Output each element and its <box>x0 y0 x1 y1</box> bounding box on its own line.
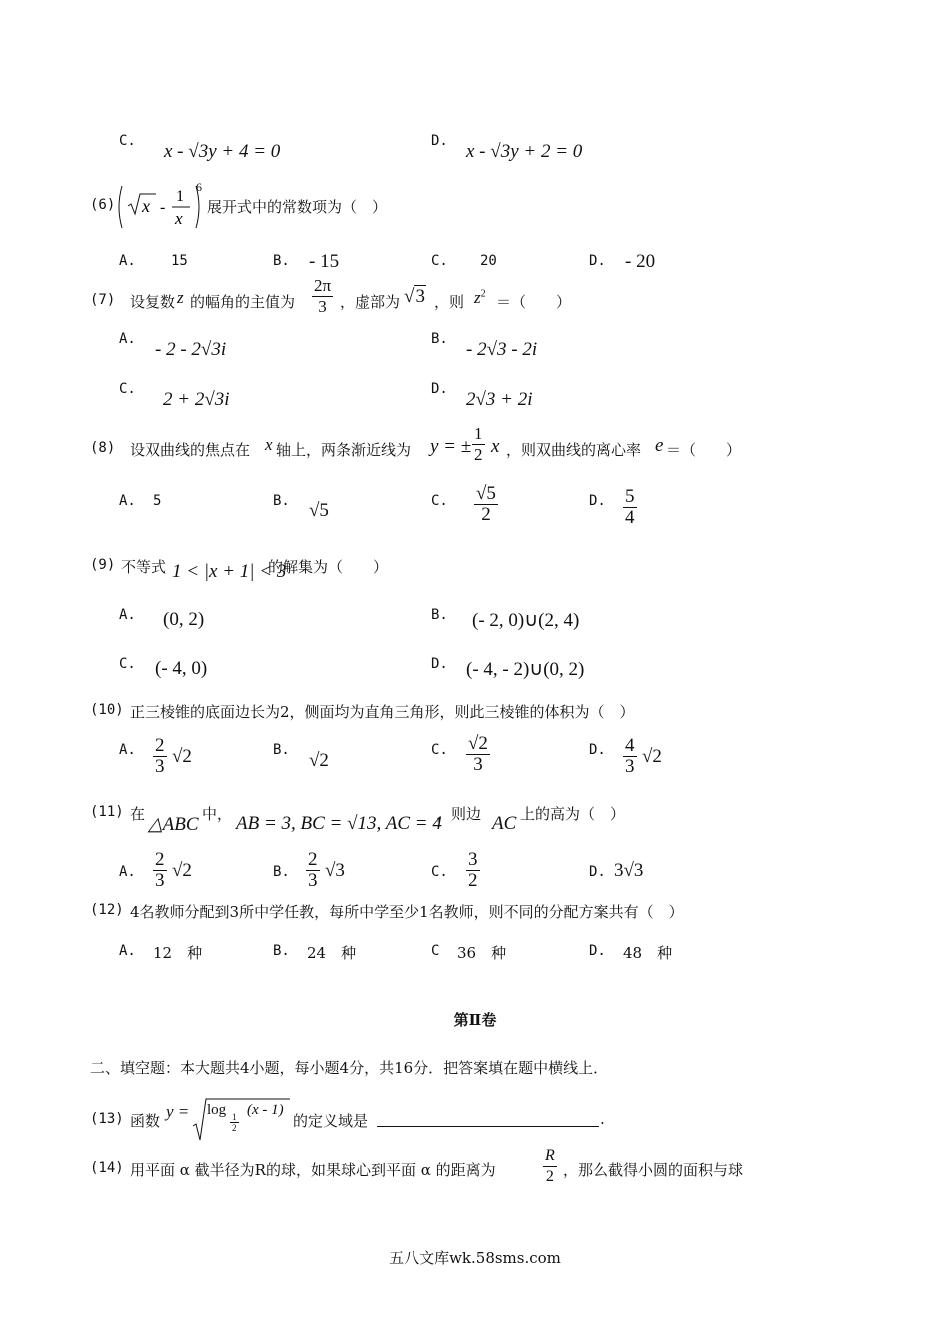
q10-option-a-frac <box>153 736 167 777</box>
q8-var-e: e <box>655 435 664 456</box>
q10-option-c <box>466 734 490 775</box>
q8-option-d <box>623 487 637 528</box>
q10-option-d-num: 4 <box>625 735 635 756</box>
q14-text-2: ，那么截得小圆的面积与球 <box>563 1161 744 1179</box>
q13-end: . <box>600 1110 605 1128</box>
q10-option-d-label: D. <box>589 742 606 758</box>
q14-fraction <box>543 1146 557 1187</box>
q9-text-2: 的解集为（ ） <box>268 558 389 576</box>
q7-sqrt3: √3 <box>404 286 425 307</box>
svg-text:1: 1 <box>176 188 184 205</box>
q11-option-a-num: 2 <box>155 849 165 870</box>
q6-option-d: - 20 <box>625 251 656 272</box>
q5-option-c-expr: x - √3y + 4 = 0 <box>164 141 281 162</box>
q8-asymptote-num: 1 <box>474 424 483 443</box>
q8-option-b: √5 <box>309 500 329 521</box>
q12-option-a: 12 种 <box>153 944 203 962</box>
q10-option-d-den: 3 <box>625 756 635 777</box>
q7-fraction-den: 3 <box>318 297 327 316</box>
q10-number: (10) <box>90 702 124 718</box>
q7-tail: ＝（ ） <box>496 293 572 311</box>
q11-ac: AC <box>492 813 517 834</box>
q11-option-a-frac <box>153 850 167 891</box>
q13-arg: (x - 1) <box>247 1102 284 1118</box>
q8-asymptote-fraction <box>472 424 485 465</box>
q13-answer-blank[interactable] <box>377 1110 599 1131</box>
q10-option-c-num: √2 <box>468 733 488 754</box>
q13-log: log <box>207 1102 227 1118</box>
q10-option-a-num: 2 <box>155 735 165 756</box>
q8-option-d-label: D. <box>589 493 606 509</box>
q7-option-b: - 2√3 - 2i <box>466 339 538 360</box>
q7-sqrt3-radicand: 3 <box>415 286 425 307</box>
q8-number: (8) <box>90 440 116 456</box>
q8-text-3: ，则双曲线的离心率 <box>506 441 642 459</box>
q8-option-c-label: C. <box>431 493 448 509</box>
q7-number: (7) <box>90 292 116 308</box>
q7-text-4: ，则 <box>434 293 465 311</box>
q6-number: (6) <box>90 197 116 213</box>
q9-option-a-label: A. <box>119 607 136 623</box>
q5-option-d-label: D. <box>431 133 448 149</box>
q11-number: (11) <box>90 804 124 820</box>
q11-option-b-tail: √3 <box>325 860 345 881</box>
q9-inequality: 1 < |x + 1| < 3 <box>172 561 287 582</box>
q11-option-a-den: 3 <box>155 870 165 891</box>
q7-z2: $z^2$ <box>474 288 486 307</box>
q11-text-1: 在 <box>130 805 146 823</box>
q7-option-b-label: B. <box>431 331 448 347</box>
q7-text-1: 设复数 <box>130 293 176 311</box>
q8-option-c <box>474 484 498 525</box>
q10-option-a-den: 3 <box>155 756 165 777</box>
q13-log-base-den: 2 <box>232 1123 237 1133</box>
q11-option-a-tail: √2 <box>172 860 192 881</box>
q6-exponent: 6 <box>196 180 202 194</box>
footer-watermark: 五八文库wk.58sms.com <box>389 1249 561 1267</box>
q8-option-d-num: 5 <box>625 486 635 507</box>
q13-text-1: 函数 <box>130 1112 161 1130</box>
q11-text-4: 上的高为（ ） <box>520 805 626 823</box>
q7-fraction <box>312 276 333 317</box>
q9-option-c: (- 4, 0) <box>155 658 208 679</box>
q8-option-b-label: B. <box>273 493 290 509</box>
q14-text-1: 用平面 α 截半径为R的球，如果球心到平面 α 的距离为 <box>130 1161 496 1179</box>
q6-text: 展开式中的常数项为（ ） <box>207 198 388 216</box>
q12-text: 4名教师分配到3所中学任教，每所中学至少1名教师，则不同的分配方案共有（ ） <box>130 903 684 921</box>
q10-option-b-label: B. <box>273 742 290 758</box>
q9-option-b-label: B. <box>431 607 448 623</box>
q12-option-c: 36 种 <box>457 944 507 962</box>
q11-option-c-label: C. <box>431 864 448 880</box>
q8-option-a-label: A. <box>119 493 136 509</box>
q14-fraction-den: 2 <box>545 1168 554 1185</box>
svg-text:x: x <box>175 209 183 228</box>
q7-z2-exp: 2 <box>480 288 486 300</box>
q8-option-c-den: 2 <box>481 504 491 525</box>
q11-triangle: △ABC <box>148 814 199 835</box>
q8-asymptote-rhs: x <box>491 436 500 457</box>
q7-option-d: 2√3 + 2i <box>466 389 533 410</box>
q6-option-b-label: B. <box>273 253 290 269</box>
q10-option-a-tail: √2 <box>172 746 192 767</box>
q7-option-c: 2 + 2√3i <box>163 389 230 410</box>
q5-option-d-expr: x - √3y + 2 = 0 <box>466 141 583 162</box>
q7-fraction-num: 2π <box>314 276 332 295</box>
q12-option-b: 24 种 <box>307 944 357 962</box>
q7-option-c-label: C. <box>119 381 136 397</box>
q8-option-d-den: 4 <box>625 507 635 528</box>
q13-log-base <box>230 1112 239 1133</box>
q7-text-3: ，虚部为 <box>340 293 401 311</box>
q6-option-a-label: A. <box>119 253 136 269</box>
q11-text-3: ，则边 <box>436 805 482 823</box>
q6-binomial <box>116 182 204 232</box>
q10-option-d-frac <box>623 736 637 777</box>
q6-option-a: 15 <box>171 253 188 269</box>
q10-option-c-den: 3 <box>473 754 483 775</box>
q8-var-x: x <box>265 435 273 454</box>
q13-text-2: 的定义域是 <box>293 1112 369 1130</box>
q14-number: (14) <box>90 1160 124 1176</box>
q7-text-2: 的幅角的主值为 <box>190 293 296 311</box>
q10-text: 正三棱锥的底面边长为2，侧面均为直角三角形，则此三棱锥的体积为（ ） <box>130 703 635 721</box>
q9-option-d-label: D. <box>431 656 448 672</box>
q9-option-a: (0, 2) <box>163 609 205 630</box>
q13-log-base-num: 1 <box>232 1112 237 1122</box>
q7-option-a-label: A. <box>119 331 136 347</box>
q12-option-d: 48 种 <box>623 944 673 962</box>
q9-option-b: (- 2, 0)∪(2, 4) <box>472 610 580 631</box>
q6-option-d-label: D. <box>589 253 606 269</box>
q12-option-d-label: D. <box>589 943 606 959</box>
q11-option-c-den: 2 <box>468 870 478 891</box>
q11-given: AB = 3, BC = √13, AC = 4 <box>236 813 442 834</box>
q11-option-b-den: 3 <box>308 870 318 891</box>
q11-option-c-num: 3 <box>468 849 478 870</box>
q7-option-a: - 2 - 2√3i <box>155 339 227 360</box>
q10-option-a-label: A. <box>119 742 136 758</box>
q11-option-d-label: D. <box>589 864 606 880</box>
q11-option-c <box>466 850 480 891</box>
q6-option-c: 20 <box>480 253 497 269</box>
q10-option-c-label: C. <box>431 742 448 758</box>
q12-number: (12) <box>90 902 124 918</box>
q9-option-c-label: C. <box>119 656 136 672</box>
q5-option-c-label: C. <box>119 133 136 149</box>
q6-expression <box>116 182 204 232</box>
q11-option-b-frac <box>306 850 320 891</box>
q7-option-d-label: D. <box>431 381 448 397</box>
q12-option-b-label: B. <box>273 943 290 959</box>
svg-text:-: - <box>160 199 166 216</box>
section-instruction: 二、填空题：本大题共4小题，每小题4分，共16分．把答案填在题中横线上． <box>90 1059 609 1077</box>
svg-text:x: x <box>142 196 150 216</box>
q11-option-b-label: B. <box>273 864 290 880</box>
q11-option-b-num: 2 <box>308 849 318 870</box>
q6-option-b: - 15 <box>309 251 340 272</box>
section-title: 第Ⅱ卷 <box>453 1011 497 1029</box>
q9-text-1: 不等式 <box>121 558 167 576</box>
q8-tail: ＝（ ） <box>666 441 742 459</box>
q10-option-d-tail: √2 <box>642 746 662 767</box>
q8-text-2: 轴上，两条渐近线为 <box>276 441 412 459</box>
q8-asymptote-den: 2 <box>474 445 483 464</box>
q8-text-1: 设双曲线的焦点在 <box>130 441 251 459</box>
q8-asymptote-lhs: y = ± <box>430 436 472 457</box>
q7-var-z: z <box>177 288 184 307</box>
q11-option-d: 3√3 <box>614 860 644 881</box>
q9-number: (9) <box>90 557 116 573</box>
q8-option-c-num: √5 <box>476 483 496 504</box>
q9-option-d: (- 4, - 2)∪(0, 2) <box>466 659 585 680</box>
q8-option-a: 5 <box>153 493 162 509</box>
q11-text-2: 中， <box>202 805 233 823</box>
q13-number: (13) <box>90 1111 124 1127</box>
q12-option-a-label: A. <box>119 943 136 959</box>
q10-option-b: √2 <box>309 750 329 771</box>
q6-option-c-label: C. <box>431 253 448 269</box>
q14-fraction-num: R <box>543 1146 557 1167</box>
q11-option-a-label: A. <box>119 864 136 880</box>
q12-option-c-label: C <box>431 943 440 959</box>
q13-lhs: y = <box>166 1102 190 1121</box>
